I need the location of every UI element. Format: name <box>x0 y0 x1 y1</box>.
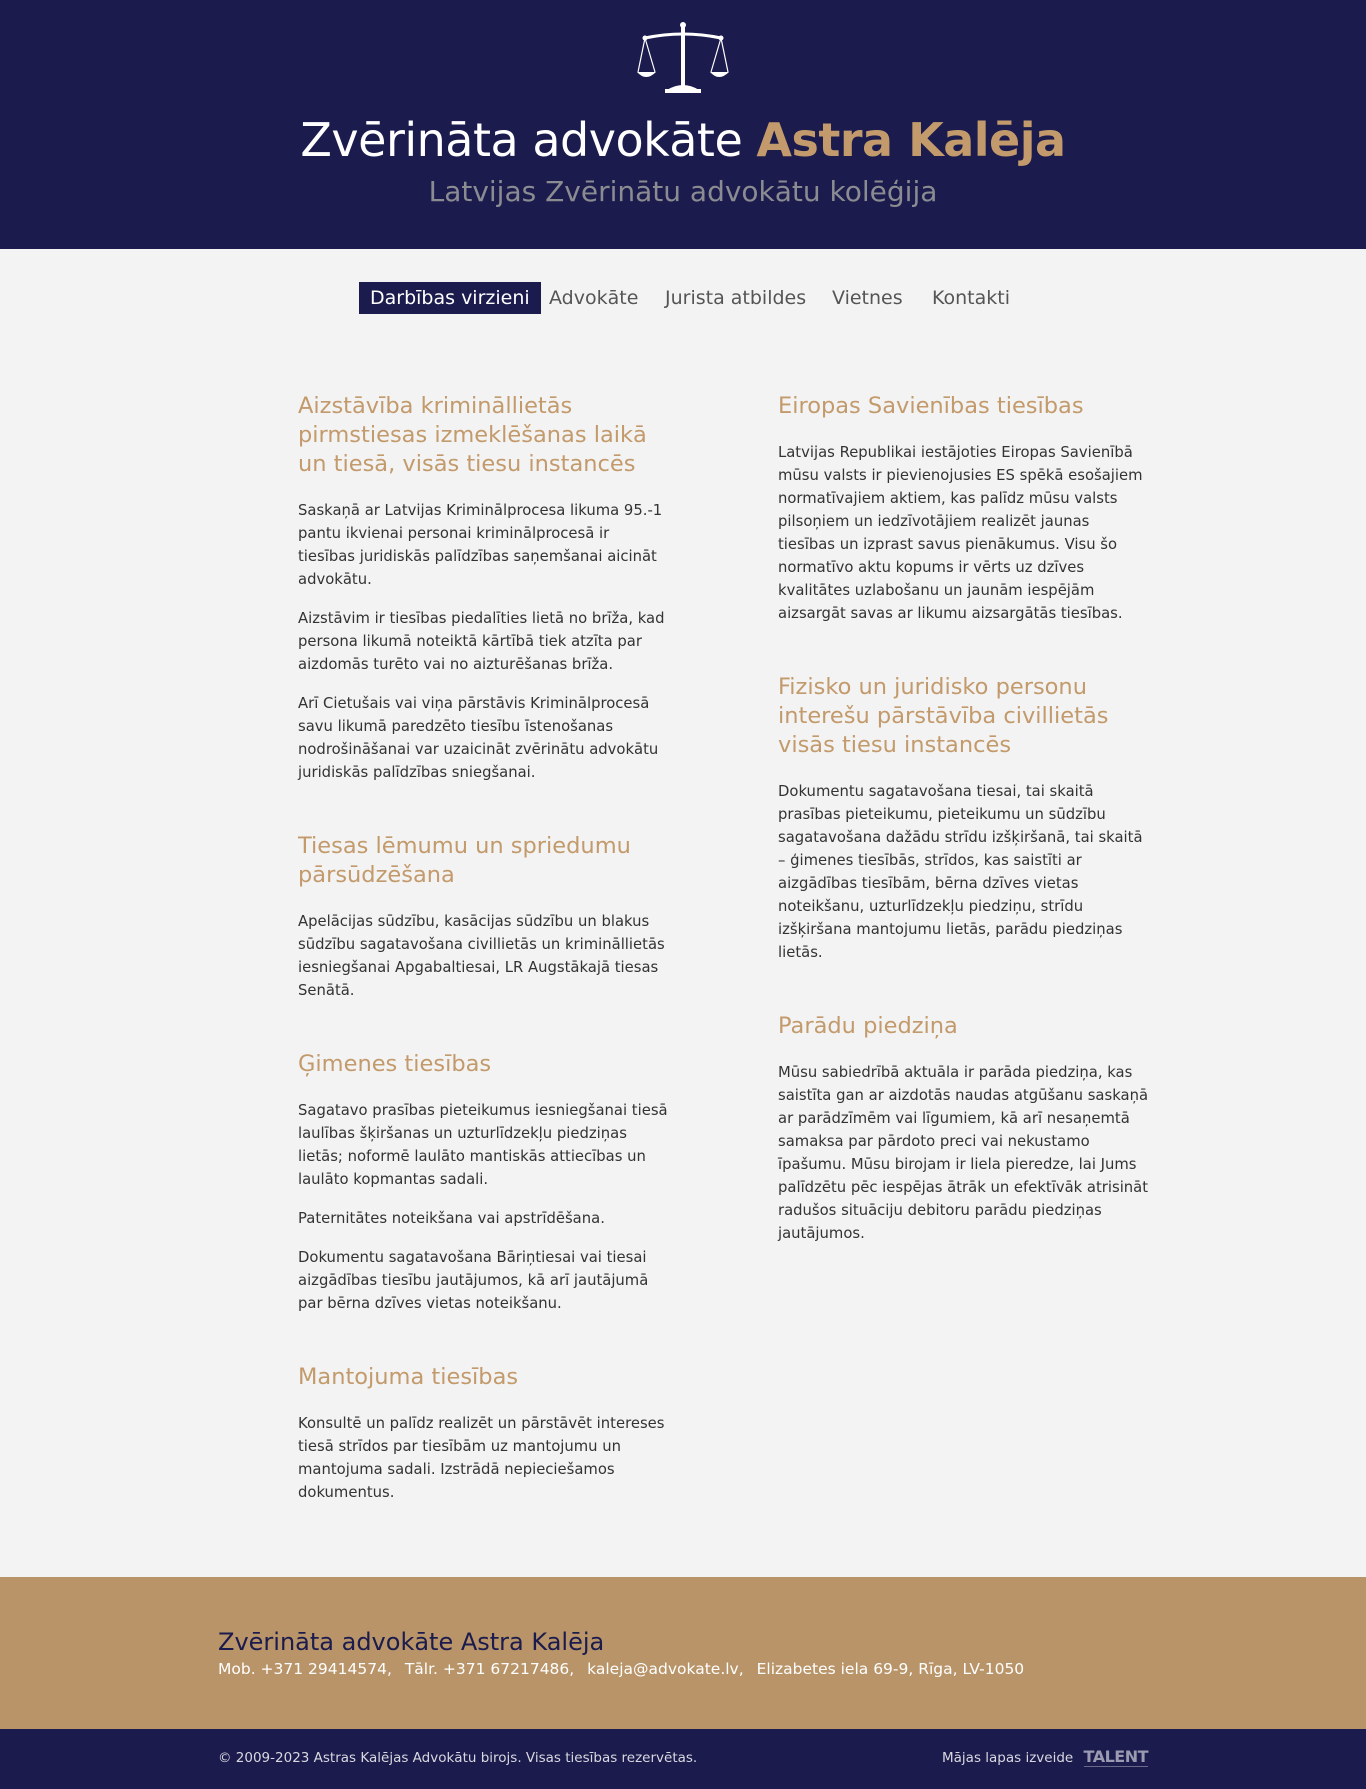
nav-item-kontakti[interactable]: Kontakti <box>932 287 1011 309</box>
nav-item-vietnes[interactable]: Vietnes <box>832 287 903 309</box>
footer-address: Elizabetes iela 69-9, Rīga, LV-1050 <box>756 1660 1025 1678</box>
section-civil-representation <box>778 673 1150 964</box>
section-paragraph: Mūsu sabiedrībā aktuāla ir parāda piedziņa, kas saistīta gan ar aizdotās naudas atgūšanu saskaņā ar parādzīmēm vai līgumiem, kā arī nesaņemtā samaksa par pārdoto preci vai nekustamo īpašumu. Mūsu birojam ir liela pieredze, lai Jums palīdzētu pēc iespējas ātrāk un efektīvāk atrisināt radušos situāciju debitoru parādu piedziņas jautājumos. <box>778 1064 1149 1242</box>
site-header <box>0 0 1366 249</box>
main-nav <box>0 282 1366 314</box>
footer-bottom-bar <box>0 1729 1366 1789</box>
footer-contact-block <box>0 1577 1366 1729</box>
section-paragraph: Dokumentu sagatavošana Bāriņtiesai vai tiesai aizgādības tiesību jautājumos, kā arī jautājumā par bērna dzīves vietas noteikšanu. <box>298 1249 649 1312</box>
section-paragraph: Paternitātes noteikšana vai apstrīdēšana. <box>298 1210 605 1227</box>
section-title: Aizstāvība krimināllietās pirmstiesas izmeklēšanas laikā un tiesā, visās tiesu instancēs <box>298 393 647 477</box>
section-debt-collection <box>778 1012 1150 1245</box>
scales-of-justice-icon[interactable] <box>637 20 729 94</box>
nav-item-advokate[interactable]: Advokāte <box>549 287 639 309</box>
section-title: Eiropas Savienības tiesības <box>778 393 1084 419</box>
nav-item-darbibas-virzieni[interactable]: Darbības virzieni <box>359 282 541 314</box>
section-paragraph: Arī Cietušais vai viņa pārstāvis Kriminālprocesā savu likumā paredzēto tiesību īstenošanas nodrošināšanai var uzaicināt zvērinātu advokātu juridiskās palīdzības sniegšanai. <box>298 695 659 781</box>
site-title <box>0 108 1366 172</box>
section-paragraph: Sagatavo prasības pieteikumus iesniegšanai tiesā laulības šķiršanas un uzturlīdzekļu piedziņas lietās; noformē laulāto mantiskās attiecības un laulāto kopmantas sadali. <box>298 1102 668 1188</box>
talent-logo-link[interactable]: TALENT <box>1083 1747 1148 1766</box>
site-title-accent: Astra Kalēja <box>756 113 1066 167</box>
section-paragraph: Aizstāvim ir tiesības piedalīties lietā no brīža, kad persona likumā noteiktā kārtībā tiek atzīta par aizdomās turēto vai no aizturēšanas brīža. <box>298 610 665 673</box>
copyright-text: © 2009-2023 Astras Kalējas Advokātu birojs. Visas tiesības rezervētas. <box>218 1750 698 1766</box>
section-appeals <box>298 832 668 1002</box>
content-right-column <box>778 392 1150 1293</box>
footer-mobile: Mob. +371 29414574, <box>218 1660 392 1678</box>
section-title: Parādu piedziņa <box>778 1013 958 1039</box>
section-paragraph: Dokumentu sagatavošana tiesai, tai skaitā prasības pieteikumu, pieteikumu un sūdzību sagatavošana dažādu strīdu izšķiršanā, tai skaitā – ģimenes tiesībās, strīdos, kas saistīti ar aizgādības tiesībām, bērna dzīves vietas noteikšanu, uzturlīdzekļu piedziņu, strīdu izšķiršana mantojumu lietās, parādu piedziņas lietās. <box>778 783 1143 961</box>
section-paragraph: Latvijas Republikai iestājoties Eiropas Savienībā mūsu valsts ir pievienojusies ES spēkā esošajiem normatīvajiem aktiem, kas palīdz mūsu valsts pilsoņiem un iedzīvotājiem realizēt jaunas tiesības un izprast savus pienākumus. Visu šo normatīvo aktu kopums ir vērts uz dzīves kvalitātes uzlabošanu un jaunām iespējām aizsargāt savas ar likumu aizsargātās tiesības. <box>778 444 1143 622</box>
section-eu-law <box>778 392 1150 625</box>
section-title: Ģimenes tiesības <box>298 1051 492 1077</box>
section-title: Fizisko un juridisko personu interešu pārstāvība civillietās visās tiesu instancēs <box>778 674 1109 758</box>
footer-email-link[interactable]: kaleja@advokate.lv, <box>587 1660 744 1678</box>
footer-title: Zvērināta advokāte Astra Kalēja <box>218 1628 605 1656</box>
site-title-main: Zvērināta advokāte <box>300 113 757 167</box>
site-subtitle: Latvijas Zvērinātu advokātu kolēģija <box>428 175 938 208</box>
footer-contacts <box>218 1657 1032 1681</box>
section-criminal-defense <box>298 392 668 784</box>
nav-item-jurista-atbildes[interactable]: Jurista atbildes <box>665 287 807 309</box>
section-family-law <box>298 1050 668 1315</box>
section-paragraph: Saskaņā ar Latvijas Kriminālprocesa likuma 95.-1 pantu ikvienai personai kriminālprocesā ir tiesības juridiskās palīdzības saņemšanai aicināt advokātu. <box>298 502 663 588</box>
section-title: Mantojuma tiesības <box>298 1364 519 1390</box>
section-inheritance-law <box>298 1363 668 1504</box>
footer-phone: Tālr. +371 67217486, <box>404 1660 575 1678</box>
maker-label: Mājas lapas izveide <box>942 1750 1074 1766</box>
content-left-column <box>298 392 668 1552</box>
section-title: Tiesas lēmumu un spriedumu pārsūdzēšana <box>298 833 631 888</box>
site-maker <box>942 1747 1148 1769</box>
section-paragraph: Apelācijas sūdzību, kasācijas sūdzību un blakus sūdzību sagatavošana civillietās un krimināllietās iesniegšanai Apgabaltiesai, LR Augstākajā tiesas Senātā. <box>298 913 665 999</box>
section-paragraph: Konsultē un palīdz realizēt un pārstāvēt intereses tiesā strīdos par tiesībām uz mantojumu un mantojuma sadali. Izstrādā nepieciešamos dokumentus. <box>298 1415 665 1501</box>
